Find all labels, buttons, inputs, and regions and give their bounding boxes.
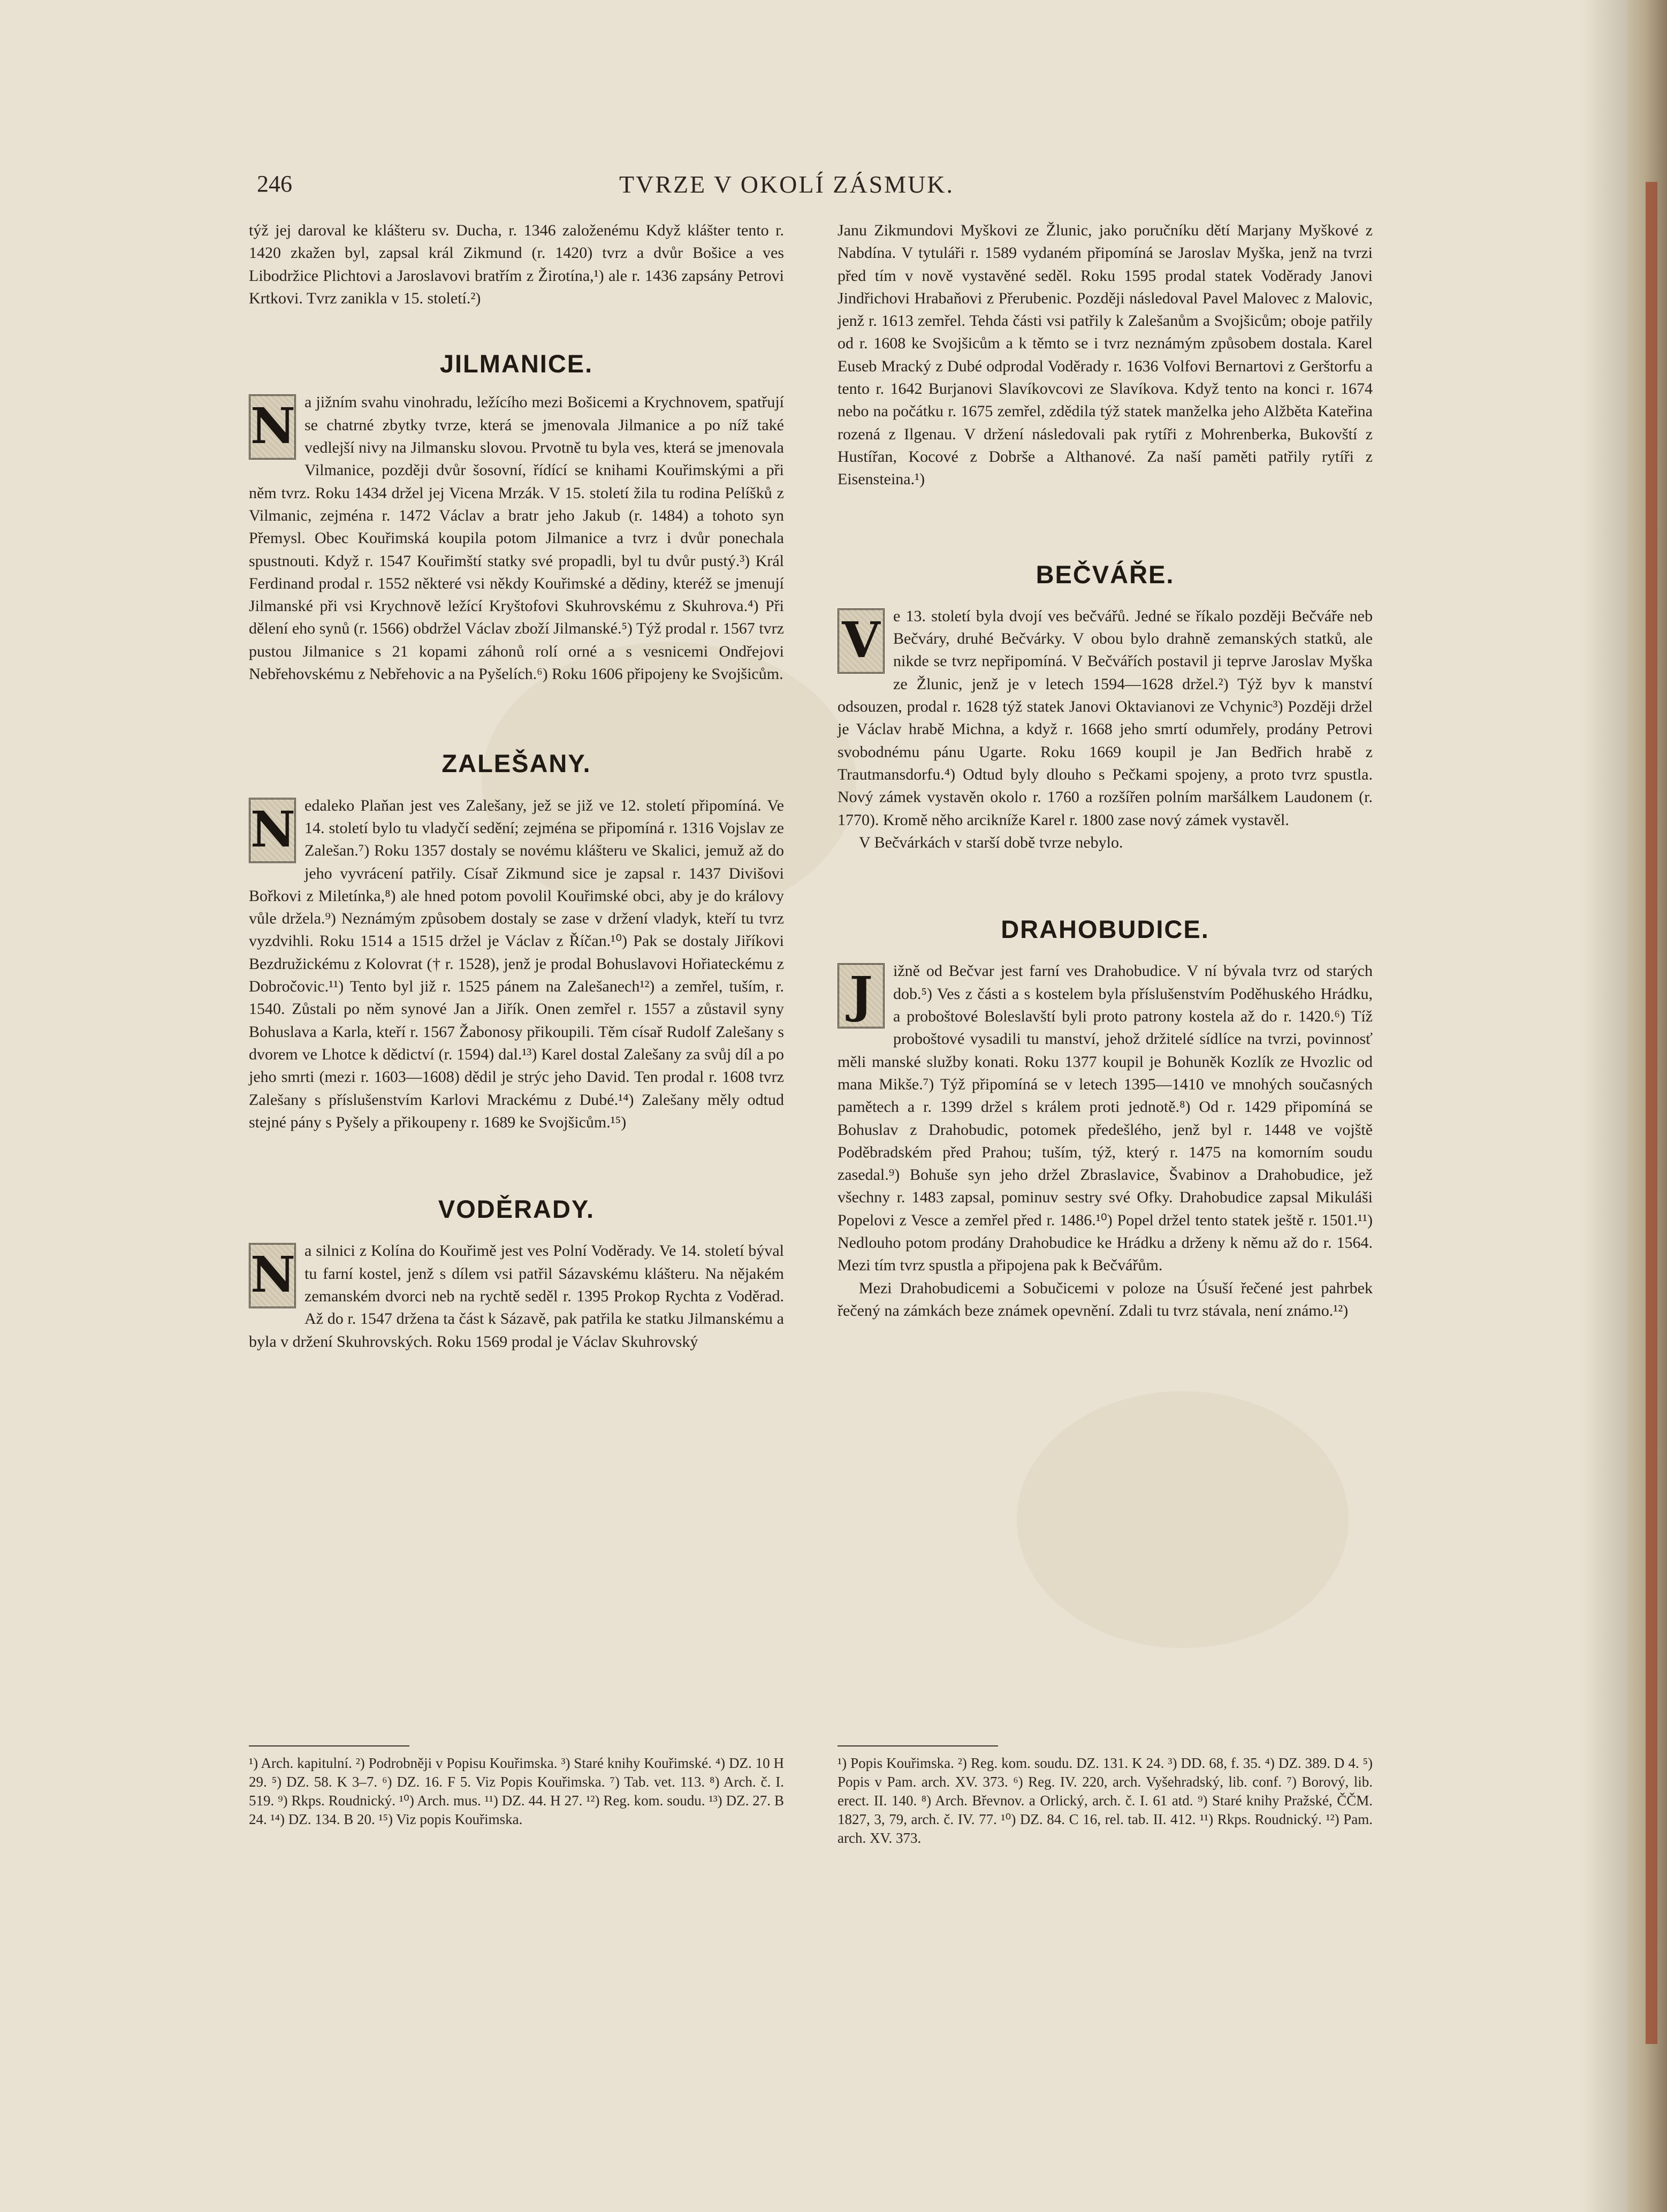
left-column bbox=[249, 219, 784, 1353]
section-title-voderady: VODĚRADY. bbox=[438, 1195, 595, 1224]
section-title-becvare: BEČVÁŘE. bbox=[1036, 560, 1175, 589]
section-text: a jižním svahu vinohradu, ležícího mezi Bošicemi a Krychnovem, spatřují se chatrné zbytky tvrze, která se jmenovala Jilmanice a po níž také vedlejší nivy na Jilmansku slovou. Prvotně tu byla ves, která se jmenovala Vilmanice, později dvůr šosovní, řídící se knihami Kouřimskými a při něm tvrz. Roku 1434 držel jej Vicena Mrzák. V 15. století žila tu rodina Pelíšků z Vilmanic, zejména r. 1472 Václav a bratr jeho Jakub (r. 1484) a tohoto syn Přemysl. Obec Kouřimská koupila potom Jilmanice a tvrz i dvůr ponechala spustnouti. Když r. 1547 Kouřimští statky své propadli, byl tu dvůr pustý.³) Král Ferdinand prodal r. 1552 některé vsi někdy Kouřimské a dědiny, kteréž se jmenují Jilmanské při vsi Krychnově ležící Kryštofovi Skuhrovskému z Skuhrova.⁴) Při dělení eho synů (r. 1566) obdržel Václav zboží Jilmanské.⁵) Týž prodal r. 1567 tvrz pustou Jilmanice s 21 kopami záhonů rolí orné a s vesnicemi Ondřejovi Nebřehovskému z Nebřehovic a na Pyšelích.⁶) Roku 1606 připojeny ke Svojšicům. bbox=[249, 393, 784, 683]
section-text-continued: Mezi Drahobudicemi a Sobučicemi v poloze na Úsuší řečené jest pahrbek řečený na zámkách beze známek opevnění. Zdali tu tvrz stávala, není známo.¹²) bbox=[838, 1279, 1373, 1319]
drop-cap: N bbox=[249, 394, 296, 460]
footnote-rule bbox=[838, 1745, 998, 1746]
drop-cap: V bbox=[838, 608, 885, 674]
paper-stain bbox=[1017, 1391, 1349, 1648]
drop-cap: N bbox=[249, 798, 296, 863]
footnote-text: ¹) Arch. kapitulní. ²) Podrobněji v Popisu Kouřimska. ³) Staré knihy Kouřimské. ⁴) DZ. 10 H 29. ⁵) DZ. 58. K 3–7. ⁶) DZ. 16. F 5. Viz Popis Kouřimska. ⁷) Tab. vet. 113. ⁸) Arch. č. I. 519. ⁹) Rkps. Roudnický. ¹⁰) Arch. mus. ¹¹) DZ. 44. H 27. ¹²) Reg. kom. soudu. ¹³) DZ. 27. B 24. ¹⁴) DZ. 134. B 20. ¹⁵) Viz popis Kouřimska. bbox=[249, 1755, 784, 1827]
page-edge-shadow bbox=[1581, 0, 1627, 2212]
intro-paragraph: týž jej daroval ke klášteru sv. Ducha, r. 1346 založenému Když klášter tento r. 1420 zkažen byl, zapsal král Zikmund (r. 1420) tvrz a dvůr Bošice a ves Libodržice Plichtovi a Jaroslavovi bratřím z Žirotína,¹) ale r. 1436 zapsány Petrovi Krtkovi. Tvrz zanikla v 15. století.²) bbox=[249, 222, 784, 307]
section-text: e 13. století byla dvojí ves bečvářů. Jedné se říkalo později Bečváře neb Bečváry, druhé Bečvárky. V obou bylo drahně zemanských statků, ale nikde se tvrz nepřipomíná. V Bečvářích postavil ji teprve Jaroslav Myška ze Žlunic, jenž je v letech 1594—1628 držel.²) Týž byv k manství odsouzen, prodal r. 1628 týž statek Janovi Oktavianovi ze Vchynic³) Později držel je Václav hrabě Michna, a když r. 1668 jeho smrtí odumřely, prodány Petrovi svobodnému pánu Ugarte. Roku 1669 koupil je Jan Bedřich hrabě z Trautmansdorfu.⁴) Odtud byly dlouho s Pečkami spojeny, a proto tvrz spustla. Nový zámek vystavěn okolo r. 1760 a rozšířen polním maršálkem Laudonem (r. 1770). Kromě něho arcikníže Karel r. 1800 zase nový zámek vystavěl. bbox=[838, 607, 1373, 829]
section-title-drahobudice: DRAHOBUDICE. bbox=[1001, 915, 1209, 944]
page-header bbox=[257, 170, 1316, 208]
page-number: 246 bbox=[257, 171, 292, 197]
drop-cap: J bbox=[838, 963, 885, 1028]
footnote-rule bbox=[249, 1745, 409, 1746]
section-body-jilmanice bbox=[249, 391, 784, 685]
right-column bbox=[838, 219, 1373, 1322]
section-body-drahobudice bbox=[838, 960, 1373, 1322]
section-body-voderady bbox=[249, 1240, 784, 1353]
section-body-becvare bbox=[838, 605, 1373, 854]
section-title-zalesany: ZALEŠANY. bbox=[442, 749, 591, 778]
spine-edge-strip bbox=[1646, 182, 1657, 2044]
running-title: TVRZE V OKOLÍ ZÁSMUK. bbox=[619, 171, 955, 198]
section-text: ižně od Bečvar jest farní ves Drahobudice. V ní bývala tvrz od starých dob.⁵) Ves z části a s kostelem byla příslušenstvím Poděhuského Hrádku, a proboštové Boleslavští byli proto patrony kostela až do r. 1420.⁶) Tíž proboštové vysadili tu manství, jehož držitelé sídlíce na tvrzi, povinnosť měli manské služby konati. Roku 1377 koupil je Bohuněk Kozlík ze Hvozlic od mana Mikše.⁷) Týž připomíná se v letech 1395—1410 ve mnohých současných pamětech a r. 1399 držel s králem proti jednotě.⁸) Od r. 1429 připomíná se Bohuslav z Drahobudic, potomek předešlého, jenž byl r. 1448 ve vojště Poděbradském před Prahou; tuším, týž, který r. 1475 na komorním soudu zasedal.⁹) Bohuše syn jeho držel Zbraslavice, Švabinov a Drahobudice, jež všechny r. 1483 zapsal, pominuv sestry své Ofky. Drahobudice zapsal Mikuláši Popelovi z Vesce a zemřel před r. 1486.¹⁰) Popel držel tento statek ještě r. 1501.¹¹) Nedlouho potom prodány Drahobudice ke Hrádku a drženy k němu až do r. 1564. Mezi tím tvrz spustla a připojena pak k Bečvářům. bbox=[838, 962, 1373, 1275]
footnote-text: ¹) Popis Kouřimska. ²) Reg. kom. soudu. DZ. 131. K 24. ³) DD. 68, f. 35. ⁴) DZ. 389. D 4. ⁵) Popis v Pam. arch. XV. 373. ⁶) Reg. IV. 220, arch. Vyšehradský, lib. conf. ⁷) Borový, lib. erect. II. 140. ⁸) Arch. Břevnov. a Orlický, arch. č. I. 61 atd. ⁹) Staré knihy Pražské, ČČM. 1827, 3, 79, arch. č. IV. 77. ¹⁰) DZ. 84. C 16, rel. tab. II. 412. ¹¹) Rkps. Roudnický. ¹²) Pam. arch. XV. 373. bbox=[838, 1755, 1373, 1846]
section-text: edaleko Plaňan jest ves Zalešany, jež se již ve 12. století připomíná. Ve 14. století bylo tu vladyčí sedění; zejména se připomíná r. 1316 Vojslav ze Zalešan.⁷) Roku 1357 dostaly se novému klášteru ve Skalici, jemuž až do jeho vyvrácení patřily. Císař Zikmund sice je zapsal r. 1437 Divišovi Bořkovi z Miletínka,⁸) ale hned potom povolil Kouřimské obci, aby je do královy vůle držela.⁹) Neznámým způsobem dostaly se zase v držení vladyk, kteří tu tvrz vyzdvihli. Roku 1514 a 1515 držel je Václav z Říčan.¹⁰) Pak se dostaly Jiříkovi Bezdružickému z Kolovrat († r. 1528), jenž je prodal Bohuslavovi Hořiateckému z Dobročovic.¹¹) Tento byl již r. 1525 pánem na Zalešanech¹²) a zemřel, tuším, r. 1540. Zůstali po něm synové Jan a Jiřík. Onen zemřel r. 1557 a zůstavil syny Bohuslava a Karla, kteří r. 1567 Žabonosy přikoupili. Těm císař Rudolf Zalešany s dvorem ve Lhotce k dědictví (r. 1594) dal.¹³) Karel dostal Zalešany za svůj díl a po jeho smrti (mezi r. 1603—1608) dědil je strýc jeho David. Ten prodal r. 1608 tvrz Zalešany s příslušenstvím Karlovi Mrackému z Dubé.¹⁴) Zalešany měly odtud stejné pány s Pyšely a přikoupeny r. 1689 ke Svojšicům.¹⁵) bbox=[249, 796, 784, 1131]
section-text: a silnici z Kolína do Kouřimě jest ves Polní Voděrady. Ve 14. století býval tu farní kostel, jenž s dílem vsi patřil Sázavskému klášteru. Na nějakém zemanském dvorci neb na rychtě seděl r. 1395 Prokop Rychta z Voděrad. Až do r. 1547 držena ta část k Sázavě, pak patřila ke statku Jilmanskému a byla v držení Skuhrovských. Roku 1569 prodal je Václav Skuhrovský bbox=[249, 1242, 784, 1351]
section-title-jilmanice: JILMANICE. bbox=[439, 349, 593, 378]
section-body-zalesany bbox=[249, 795, 784, 1134]
section-text-continued: V Bečvárkách v starší době tvrze nebylo. bbox=[859, 833, 1123, 851]
intro-paragraph: Janu Zikmundovi Myškovi ze Žlunic, jako poručníku dětí Marjany Myškové z Nabdína. V tytuláři r. 1589 vydaném připomíná se Jaroslav Myška, jenž na tvrzi před tím v nově vystavěné seděl. Roku 1595 prodal statek Voděrady Janovi Jindřichovi Hrabaňovi z Přerubenic. Později následoval Pavel Malovec z Malovic, jenž r. 1613 zemřel. Tehda části vsi patřily k Zalešanům a Svojšicům; oboje patřily od r. 1608 ke Svojšicům a k těmto se i tvrz neznámým způsobem dostala. Karel Euseb Mracký z Dubé odprodal Voděrady r. 1636 Volfovi Bernartovi z Gerštorfu a tento r. 1642 Burjanovi Slavíkovcovi ze Slavíkova. Když tento na konci r. 1674 nebo na počátku r. 1675 zemřel, zdědila týž statek manželka jeho Alžběta Kateřina rozená z Ilgenau. V držení následovali pak rytíři z Mohrenberka, Bukovští z Hustířan, Kocové z Dobrše a Althanové. Za naší paměti patřily rytíři z Eisensteina.¹) bbox=[838, 222, 1373, 489]
left-footnotes bbox=[249, 1745, 784, 1829]
drop-cap: N bbox=[249, 1243, 296, 1308]
right-footnotes bbox=[838, 1745, 1373, 1848]
